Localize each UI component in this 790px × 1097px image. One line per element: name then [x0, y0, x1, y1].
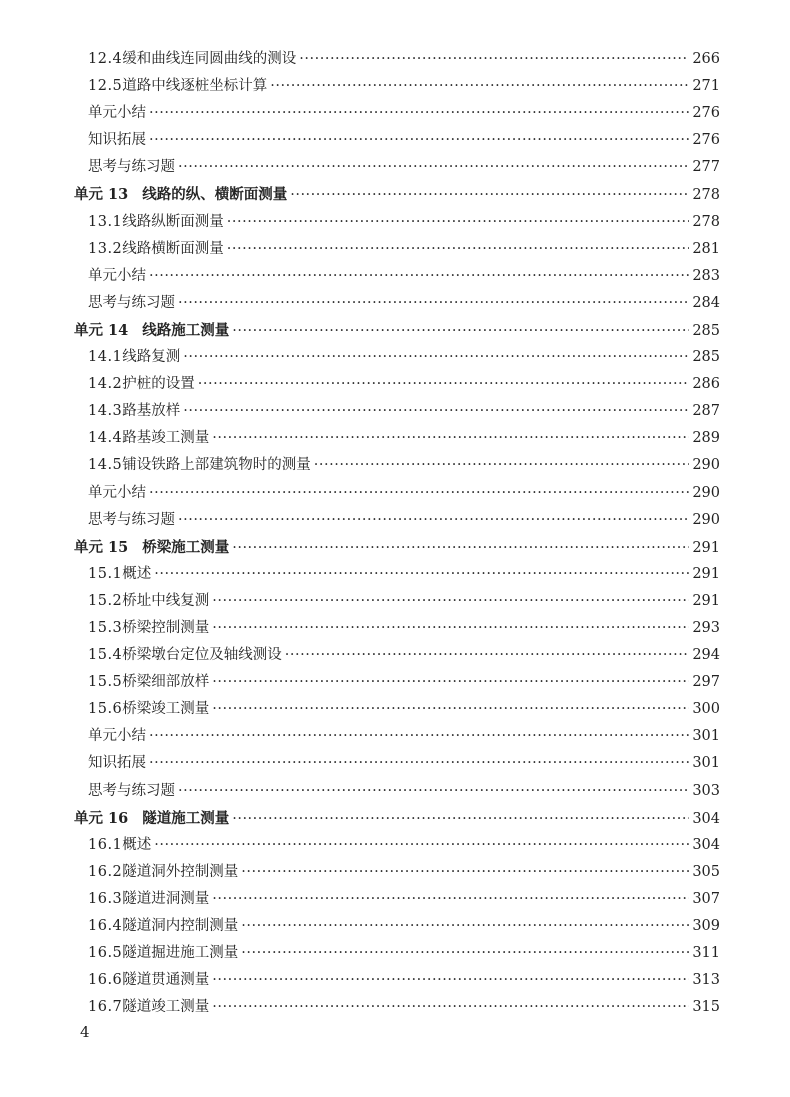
dot-leader: [183, 398, 689, 425]
toc-section: [74, 886, 720, 913]
dot-leader: [178, 154, 689, 181]
dot-leader: [154, 561, 689, 588]
dot-leader: [241, 913, 689, 940]
dot-leader: [149, 263, 689, 290]
toc-page-number: 303: [692, 782, 720, 799]
toc-entry-title: 桥梁细部放样: [122, 674, 210, 691]
toc-page-number: 297: [692, 674, 720, 691]
toc-page-number: 294: [692, 647, 720, 664]
toc-entry-title: 隧道掘进施工测量: [122, 945, 239, 962]
toc-entry-number: 16.4: [88, 918, 123, 934]
toc-page-number: 311: [692, 945, 720, 962]
dot-leader: [212, 994, 689, 1021]
toc-page-number: 307: [692, 890, 720, 907]
toc-section: [74, 73, 720, 100]
toc-entry-title: 思考与练习题: [88, 782, 175, 799]
toc-entry-number: 15.3: [88, 619, 123, 636]
toc-entry-title: 桥梁墩台定位及轴线测设: [122, 647, 282, 664]
toc-entry-title: 思考与练习题: [88, 159, 175, 176]
toc-entry-title: 护桩的设置: [122, 376, 195, 393]
toc-entry-number: 15.5: [88, 674, 123, 691]
dot-leader: [299, 46, 689, 73]
toc-page-number: 301: [692, 728, 720, 745]
toc-item: [74, 778, 720, 805]
toc-page-number: 278: [692, 187, 720, 204]
toc-entry-number: 14.5: [88, 457, 123, 474]
dot-leader: [285, 642, 689, 669]
dot-leader: [149, 723, 689, 750]
dot-leader: [290, 182, 689, 209]
toc-section: [74, 46, 720, 73]
toc-entry-title: 单元小结: [88, 728, 146, 745]
toc-page-number: 266: [692, 51, 720, 67]
toc-entry-title: 隧道贯通测量: [122, 972, 210, 989]
toc-page-number: 276: [692, 132, 720, 149]
toc-page-number: 305: [692, 863, 720, 880]
toc-entry-number: 16.3: [88, 890, 123, 907]
toc-page-number: 287: [692, 403, 720, 420]
toc-item: [74, 127, 720, 154]
toc-entry-title: 单元小结: [88, 484, 146, 501]
toc-page-number: 309: [692, 918, 720, 934]
toc-entry-number: 单元 14: [74, 321, 129, 339]
toc-entry-number: 单元 15: [74, 538, 129, 556]
toc-page-number: 291: [692, 565, 720, 582]
toc-entry-title: 桥梁施工测量: [142, 538, 230, 556]
toc-page-number: 291: [692, 539, 720, 556]
toc-entry-number: 14.3: [88, 403, 123, 420]
toc-page-number: 284: [692, 294, 720, 311]
toc-page-number: 283: [692, 267, 720, 284]
toc-item: [74, 290, 720, 317]
toc-section: [74, 344, 720, 371]
toc-entry-title: 知识拓展: [88, 755, 146, 772]
toc-entry-number: 14.1: [88, 349, 123, 366]
toc-entry-number: 单元 13: [74, 186, 129, 204]
toc-page-number: 300: [692, 701, 720, 718]
toc-chapter: [74, 181, 720, 208]
toc-item: [74, 263, 720, 290]
dot-leader: [232, 806, 689, 833]
toc-page-number: 301: [692, 755, 720, 772]
toc-entry-number: 12.4: [88, 51, 123, 67]
dot-leader: [198, 371, 689, 398]
dot-leader: [232, 535, 689, 562]
toc-entry-number: 15.6: [88, 701, 123, 718]
toc-entry-title: 桥梁竣工测量: [122, 701, 210, 718]
toc-page-number: 290: [692, 511, 720, 528]
toc-page-number: 315: [692, 999, 720, 1016]
toc-page-number: 278: [692, 213, 720, 230]
toc-section: [74, 561, 720, 588]
dot-leader: [178, 507, 689, 534]
toc-entry-number: 16.1: [88, 836, 123, 853]
dot-leader: [149, 480, 689, 507]
toc-section: [74, 615, 720, 642]
toc-entry-number: 13.2: [88, 240, 123, 257]
toc-entry-title: 线路横断面测量: [122, 240, 224, 257]
toc-entry-title: 路基放样: [122, 403, 181, 420]
dot-leader: [154, 832, 689, 859]
toc-entry-title: 线路纵断面测量: [122, 213, 224, 230]
toc-page-number: 291: [692, 592, 720, 609]
toc-entry-number: 16.7: [88, 999, 123, 1016]
toc-entry-title: 隧道进洞测量: [122, 890, 210, 907]
toc-section: [74, 669, 720, 696]
dot-leader: [212, 425, 689, 452]
toc-item: [74, 723, 720, 750]
toc-section: [74, 859, 720, 886]
toc-entry-title: 铺设铁路上部建筑物时的测量: [122, 457, 311, 474]
toc-section: [74, 994, 720, 1021]
toc-entry-number: 单元 16: [74, 809, 129, 827]
dot-leader: [270, 73, 689, 100]
toc-page-number: 289: [692, 430, 720, 447]
toc-entry-title: 桥梁控制测量: [122, 619, 210, 636]
toc-entry-number: 16.2: [88, 863, 123, 880]
toc-entry-number: 15.2: [88, 592, 123, 609]
dot-leader: [212, 696, 689, 723]
toc-entry-title: 隧道洞外控制测量: [122, 863, 239, 880]
toc-entry-title: 缓和曲线连同圆曲线的测设: [122, 51, 297, 67]
toc-entry-title: 隧道竣工测量: [122, 999, 210, 1016]
dot-leader: [241, 859, 689, 886]
toc-entry-title: 隧道洞内控制测量: [122, 918, 239, 934]
dot-leader: [212, 967, 689, 994]
toc-item: [74, 154, 720, 181]
dot-leader: [183, 344, 689, 371]
toc-section: [74, 371, 720, 398]
toc-entry-title: 桥址中线复测: [122, 592, 210, 609]
toc-entry-number: 14.4: [88, 430, 123, 447]
toc-entry-number: 13.1: [88, 213, 123, 230]
dot-leader: [241, 940, 689, 967]
dot-leader: [178, 778, 689, 805]
toc-chapter: [74, 805, 720, 832]
toc-entry-number: 15.4: [88, 647, 123, 664]
toc-entry-number: 14.2: [88, 376, 123, 393]
toc-section: [74, 452, 720, 479]
toc-page-number: 277: [692, 159, 720, 176]
toc-section: [74, 398, 720, 425]
toc-section: [74, 642, 720, 669]
toc-section: [74, 588, 720, 615]
toc-page-number: 290: [692, 484, 720, 501]
toc-entry-title: 知识拓展: [88, 132, 146, 149]
dot-leader: [232, 318, 689, 345]
toc-item: [74, 100, 720, 127]
toc-page-number: 276: [692, 105, 720, 122]
toc-page-number: 281: [692, 240, 720, 257]
toc-entry-number: 15.1: [88, 565, 123, 582]
dot-leader: [149, 750, 689, 777]
toc-entry-title: 线路复测: [122, 349, 181, 366]
toc-entry-title: 思考与练习题: [88, 294, 175, 311]
dot-leader: [227, 209, 689, 236]
toc-section: [74, 696, 720, 723]
toc-entry-title: 概述: [122, 565, 152, 582]
dot-leader: [227, 236, 689, 263]
toc-page-number: 304: [692, 810, 720, 827]
toc-page-number: 285: [692, 349, 720, 366]
dot-leader: [149, 127, 689, 154]
toc-page-number: 286: [692, 376, 720, 393]
toc-entry-title: 单元小结: [88, 267, 146, 284]
toc-entry-title: 概述: [122, 836, 152, 853]
toc-item: [74, 480, 720, 507]
toc-entry-title: 单元小结: [88, 105, 146, 122]
toc-section: [74, 425, 720, 452]
toc-section: [74, 940, 720, 967]
toc-entry-number: 16.6: [88, 972, 123, 989]
toc-section: [74, 209, 720, 236]
dot-leader: [212, 886, 689, 913]
table-of-contents: [74, 46, 720, 1021]
toc-entry-title: 线路施工测量: [142, 321, 230, 339]
dot-leader: [212, 669, 689, 696]
toc-page-number: 304: [692, 836, 720, 853]
dot-leader: [212, 588, 689, 615]
toc-entry-title: 道路中线逐桩坐标计算: [122, 78, 268, 95]
toc-section: [74, 236, 720, 263]
toc-page-number: 285: [692, 322, 720, 339]
toc-entry-title: 路基竣工测量: [122, 430, 210, 447]
toc-entry-number: 12.5: [88, 78, 123, 95]
toc-page-number: 271: [692, 78, 720, 95]
page-number: 4: [80, 1023, 90, 1041]
toc-item: [74, 750, 720, 777]
toc-section: [74, 913, 720, 940]
toc-section: [74, 832, 720, 859]
dot-leader: [178, 290, 689, 317]
dot-leader: [314, 452, 689, 479]
toc-item: [74, 507, 720, 534]
toc-page-number: 293: [692, 619, 720, 636]
toc-chapter: [74, 317, 720, 344]
toc-entry-title: 思考与练习题: [88, 511, 175, 528]
toc-entry-title: 隧道施工测量: [142, 809, 230, 827]
dot-leader: [212, 615, 689, 642]
toc-section: [74, 967, 720, 994]
dot-leader: [149, 100, 689, 127]
toc-entry-number: 16.5: [88, 945, 123, 962]
toc-entry-title: 线路的纵、横断面测量: [142, 186, 288, 204]
toc-page-number: 313: [692, 972, 720, 989]
toc-chapter: [74, 534, 720, 561]
toc-page-number: 290: [692, 457, 720, 474]
